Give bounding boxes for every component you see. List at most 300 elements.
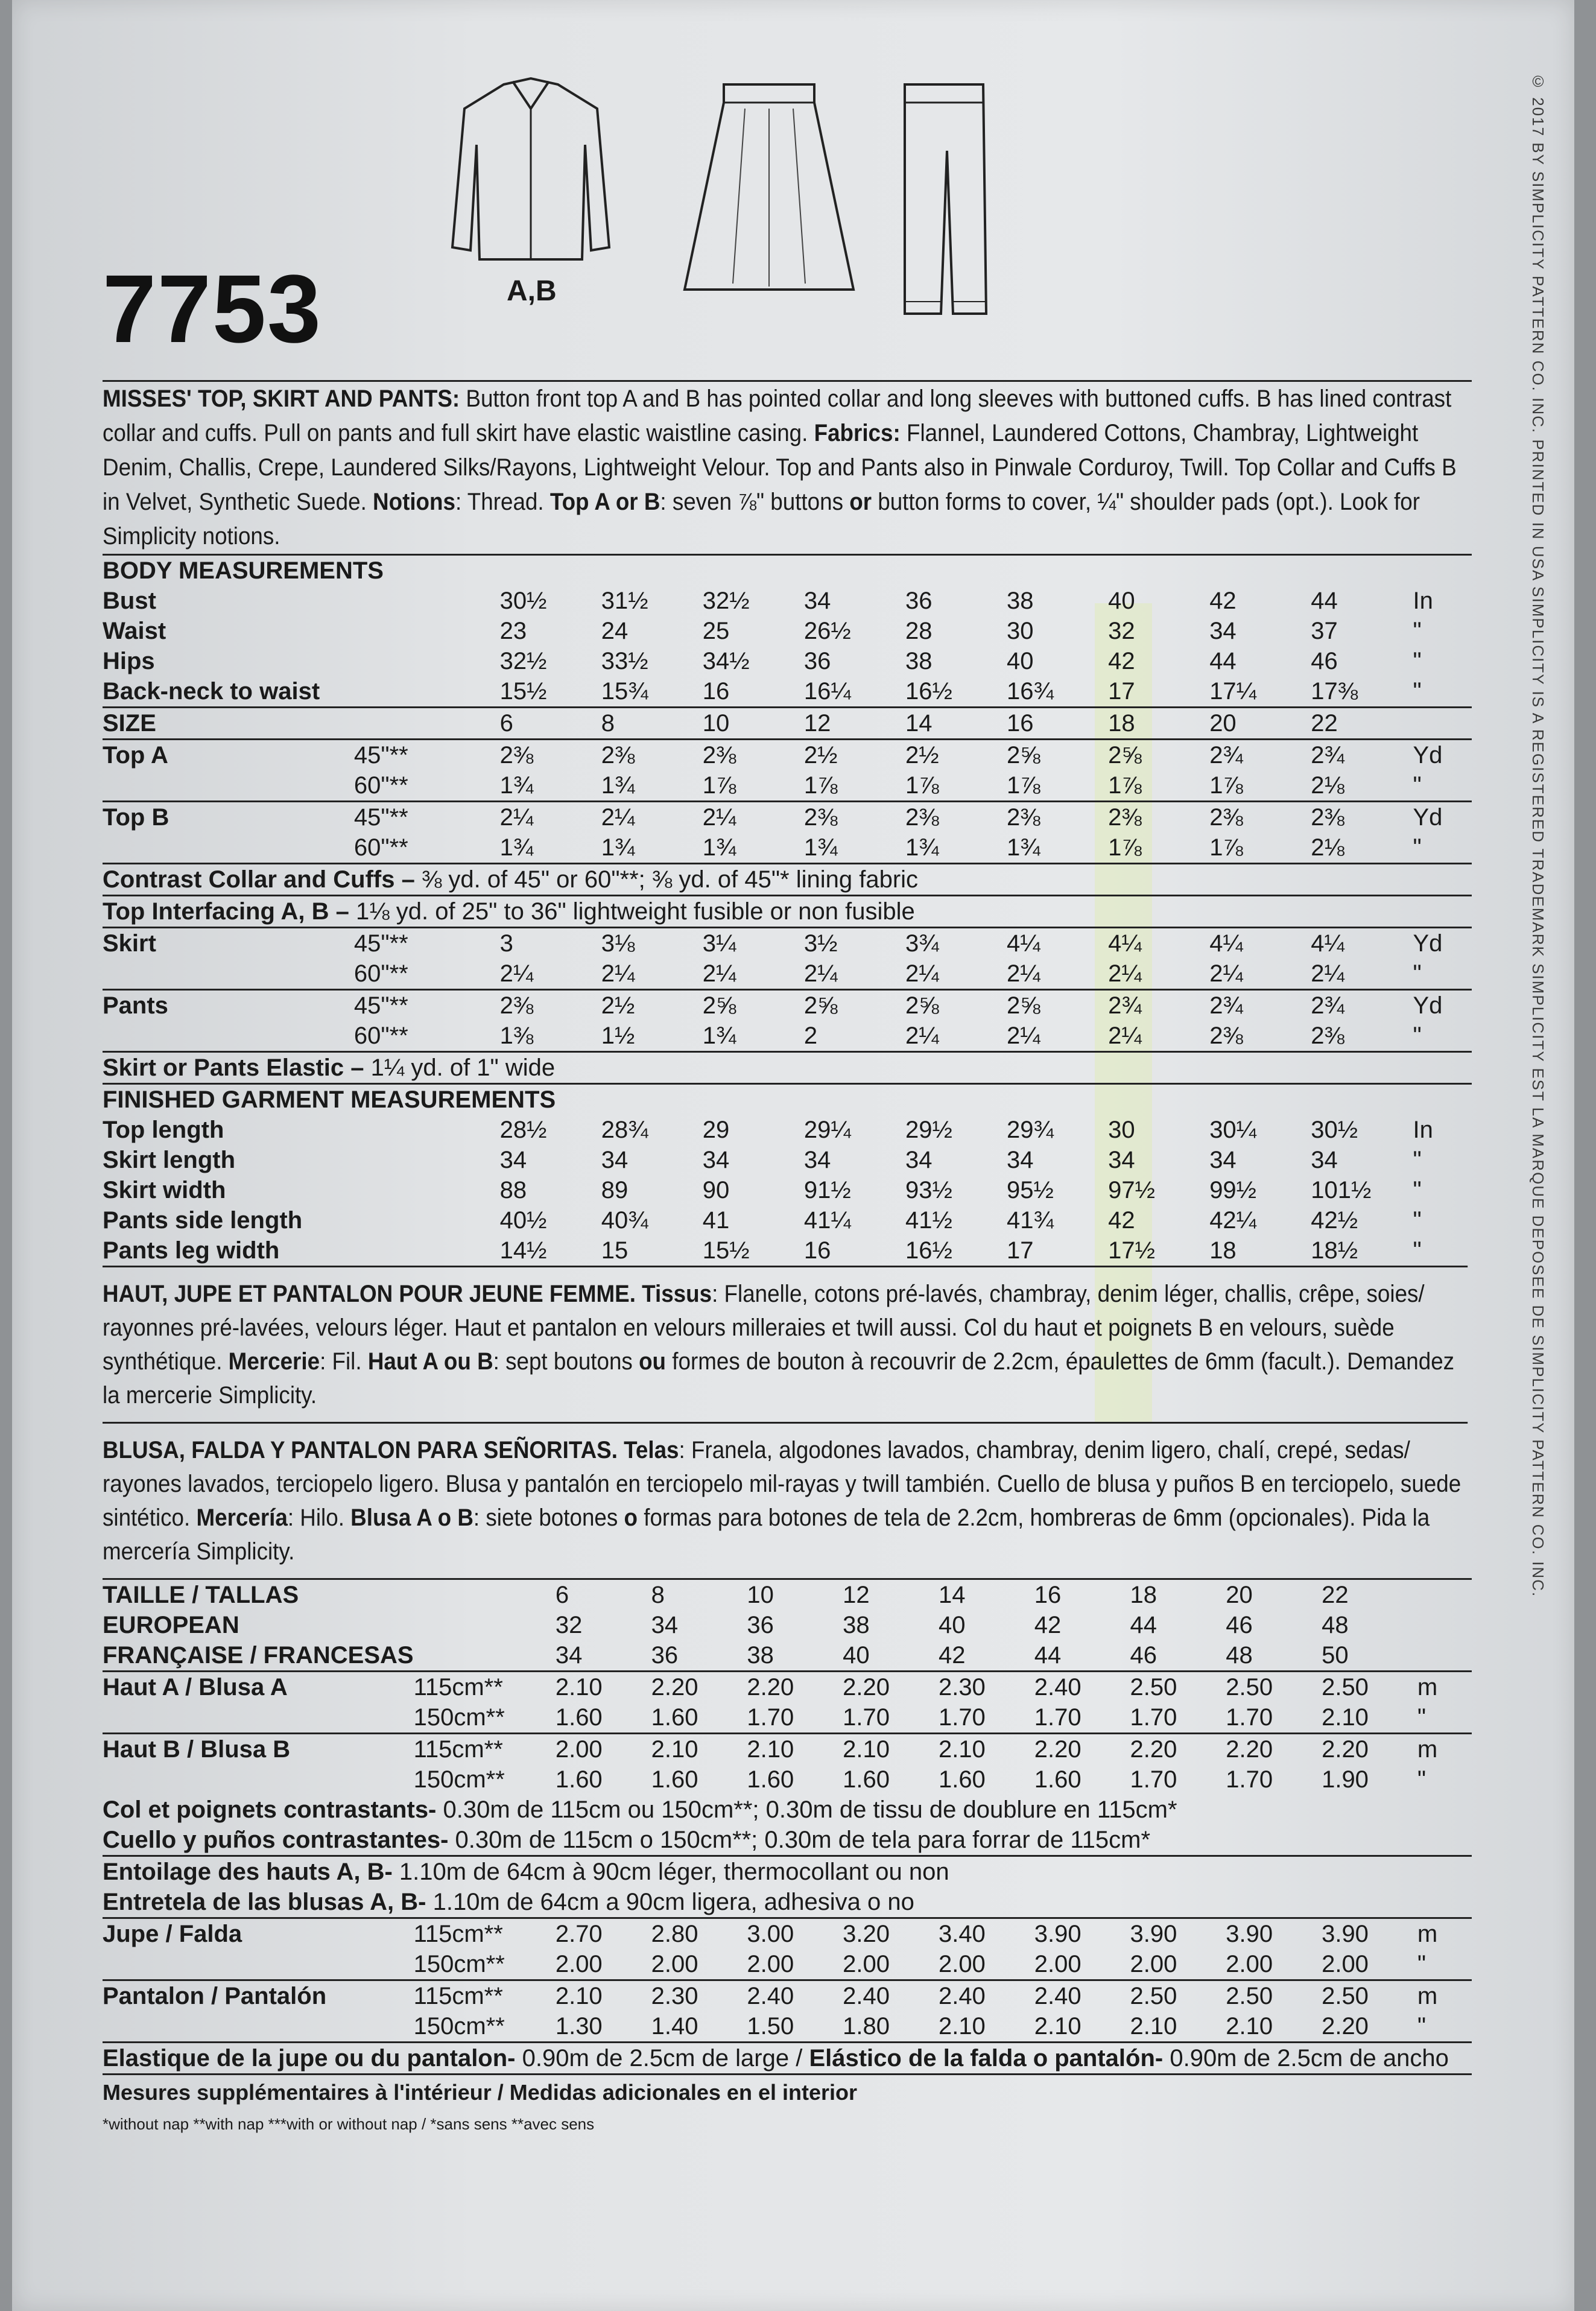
table-cell: 2.00 [938,1951,986,1977]
table-cell: 42 [1209,588,1237,614]
unit-cell: " [1413,618,1422,644]
table-cell: 17¼ [1209,678,1257,705]
unit-cell: m [1417,1983,1438,2009]
unit-cell: Yd [1413,930,1443,957]
table-cell: 2.10 [1034,2013,1081,2040]
table-cell: 46 [1130,1642,1157,1669]
table-cell: 4¼ [1007,930,1040,957]
table-cell: 34½ [702,648,750,674]
table-cell: 2.40 [747,1983,794,2009]
table-cell: 1¾ [499,772,534,799]
table-cell: 40 [1007,648,1034,674]
table-cell: 1⅞ [803,772,838,799]
table-cell: 1.30 [555,2013,603,2040]
table-row [103,1021,1472,1052]
table-cell: 3.90 [1322,1921,1369,1947]
row-sublabel: 115cm** [413,1921,503,1947]
table-cell: 2¾ [1108,992,1142,1019]
interfacing-note-es [103,1887,1472,1918]
table-cell: 16 [702,678,730,705]
side-copyright-text: © 2017 BY SIMPLICITY PATTERN CO. INC. PRINTED IN USA SIMPLICITY IS A REGISTERED TRADEMARK SIMPLICITY EST LA MARQUE DEPOSEE DE SIMPLICITY PATTERN CO. INC. [1529,72,1547,1598]
unit-cell: " [1413,1207,1422,1234]
table-cell: 1.80 [843,2013,890,2040]
table-row [103,1115,1472,1145]
table-cell: 41¾ [1007,1207,1054,1234]
pattern-envelope-back [12,0,1574,2311]
table-row [103,832,1472,864]
table-cell: 14 [905,710,933,737]
table-row [103,676,1472,708]
table-cell: 2.40 [1034,1674,1081,1701]
bold-run: or [849,489,872,515]
elastic-note-en [103,1052,1472,1084]
row-sublabel [414,1579,556,1611]
table-cell: 1¾ [803,834,838,861]
row-sublabel [414,1640,556,1672]
table-cell: 1.50 [747,2013,794,2040]
table-cell: 2.00 [1322,1951,1369,1977]
row-label [103,770,354,802]
table-cell: 8 [651,1582,665,1608]
text-run: : Flanelle, cotons pré-lavés, chambray, denim léger, challis, crêpe, soies/ rayonnes pré-lavées, velours léger. Haut et pantalon en velours milleraies et twill aussi. Col du haut et poignets B en velours, suède synthétique. [103,1281,1425,1375]
table-cell: 2.10 [555,1983,603,2009]
table-cell: 10 [747,1582,774,1608]
table-cell: 2.20 [1034,1736,1081,1763]
table-row [103,770,1472,802]
row-label: SIZE [103,710,156,737]
table-cell: 44 [1209,648,1237,674]
table-cell: 2.40 [843,1983,890,2009]
row-label: EUROPEAN [103,1612,239,1638]
text-run: button forms to cover, ¼" shoulder pads (opt.). Look for Simplicity notions. [103,489,1420,550]
row-label: Jupe / Falda [103,1921,242,1947]
table-cell: 2.00 [1034,1951,1081,1977]
table-cell: 2¼ [1007,960,1040,987]
table-cell: 2⅜ [702,742,736,769]
table-row [103,928,1472,959]
text-run: : Franela, algodones lavados, chambray, denim ligero, chalí, crepé, sedas/ rayones lavados, terciopelo ligero. Blusa y pantalón en terciopelo mil-rayas y twill también. Cuello de blusa y puños B en terciopelo, suede sintético. [103,1437,1461,1531]
table-cell: 34 [1311,1147,1338,1173]
table-cell: 42½ [1311,1207,1358,1234]
table-cell: 40½ [499,1207,547,1234]
table-cell: 2¾ [1311,992,1344,1019]
table-row [103,1610,1472,1640]
row-sublabel: 45"** [353,930,408,957]
row-label: TAILLE / TALLAS [103,1582,299,1608]
row-label: Pants side length [103,1207,303,1234]
table-cell: 40¾ [601,1207,648,1234]
unit-cell [1417,1640,1472,1672]
table-cell: 3¼ [702,930,736,957]
row-sublabel [354,1115,500,1145]
table-cell: 22 [1311,710,1338,737]
table-cell: 18 [1108,710,1135,737]
table-cell: 44 [1311,588,1338,614]
table-row [103,1145,1472,1175]
unit-cell: " [1413,834,1422,861]
table-cell: 2¼ [499,960,534,987]
skirt-sketch-icon [679,72,860,302]
table-cell: 1⅞ [1108,772,1142,799]
bold-run: Mercerie [228,1348,320,1375]
table-cell: 38 [905,648,933,674]
table-cell: 2.20 [843,1674,890,1701]
table-cell: 3.20 [843,1921,890,1947]
table-cell: 2⅝ [1007,742,1040,769]
table-cell: 8 [601,710,615,737]
table-cell: 1½ [601,1022,635,1049]
contrast-note-en [103,864,1472,896]
table-cell: 42¼ [1209,1207,1257,1234]
unit-cell: " [1413,1147,1422,1173]
table-cell: 2.20 [1322,1736,1369,1763]
table-cell: 90 [702,1177,730,1203]
table-cell: 2.40 [1034,1983,1081,2009]
table-cell: 18½ [1311,1237,1358,1264]
table-cell: 2¾ [1209,742,1243,769]
table-cell: 10 [702,710,730,737]
table-cell: 2.30 [651,1983,698,2009]
table-cell: 38 [1007,588,1034,614]
table-cell: 32 [555,1612,583,1638]
table-row [103,1918,1472,1950]
table-cell: 2.10 [651,1736,698,1763]
table-cell: 1⅜ [499,1022,534,1049]
table-cell: 1.70 [1226,1704,1273,1731]
table-cell: 2⅜ [905,804,939,831]
table-cell: 89 [601,1177,629,1203]
row-label: Back-neck to waist [103,678,320,705]
table-cell: 25 [702,618,730,644]
table-cell: 16½ [905,678,952,705]
row-label: Top length [103,1117,224,1143]
table-cell: 2⅜ [1311,804,1344,831]
row-label [103,832,354,864]
table-cell: 16¾ [1007,678,1054,705]
table-cell: 46 [1226,1612,1253,1638]
table-cell: 36 [747,1612,774,1638]
table-row [103,708,1472,740]
table-cell: 26½ [803,618,851,644]
unit-cell: " [1413,772,1422,799]
table-cell: 2⅜ [1209,804,1243,831]
table-row [103,1640,1472,1672]
row-label [103,1021,354,1052]
table-cell: 2⅜ [803,804,838,831]
table-cell: 40 [938,1612,966,1638]
table-cell: 37 [1311,618,1338,644]
elastic-note-en-bold: Skirt or Pants Elastic – [103,1054,364,1081]
table-cell: 30 [1007,618,1034,644]
top-sketch-icon [446,72,615,271]
unit-cell: m [1417,1674,1438,1701]
unit-cell: " [1417,1704,1427,1731]
table-row [103,1175,1472,1205]
row-label [103,1702,414,1734]
table-cell: 4¼ [1311,930,1344,957]
bold-run: ou [639,1348,667,1375]
table-cell: 3.90 [1034,1921,1081,1947]
table-row [103,990,1472,1021]
table-cell: 2.50 [1226,1983,1273,2009]
table-cell: 2.20 [1226,1736,1273,1763]
row-sublabel [354,586,500,616]
table-cell: 1⅞ [1209,772,1243,799]
table-cell: 2.80 [651,1921,698,1947]
table-cell: 1¾ [702,1022,736,1049]
contrast-note-en-bold: Contrast Collar and Cuffs – [103,866,415,893]
table-cell: 2.10 [1226,2013,1273,2040]
table-cell: 2⅜ [499,992,534,1019]
table-cell: 16¼ [803,678,851,705]
bold-run: HAUT, JUPE ET PANTALON POUR JEUNE FEMME. Tissus [103,1281,712,1307]
table-cell: 3 [499,930,513,957]
table-cell: 2¼ [601,960,635,987]
table-cell: 33½ [601,648,648,674]
row-label: Haut A / Blusa A [103,1674,288,1701]
table-cell: 15 [601,1237,629,1264]
table-cell: 3½ [803,930,838,957]
table-cell: 48 [1322,1612,1349,1638]
table-row [103,2011,1472,2043]
table-cell: 2.10 [843,1736,890,1763]
table-cell: 2.00 [1130,1951,1177,1977]
table-cell: 2⅛ [1311,772,1344,799]
finished-measurements-title [103,1084,1472,1115]
elastic-fr-text: 0.90m de 2.5cm de large / [515,2045,809,2072]
table-cell: 2.00 [555,1951,603,1977]
text-run: : Fil. [320,1348,368,1375]
table-cell: 1⅞ [905,772,939,799]
table-cell: 41¼ [803,1207,851,1234]
text-run: : siete botones [473,1504,624,1531]
bold-run: Mercería [196,1504,288,1531]
table-cell: 2 [803,1022,818,1049]
table-cell: 101½ [1311,1177,1372,1203]
unit-cell: Yd [1413,742,1443,769]
row-label: Skirt width [103,1177,226,1203]
interfacing-note-fr-cell [103,1856,1472,1888]
row-label: Haut B / Blusa B [103,1736,291,1763]
interfacing-note-en [103,896,1472,928]
description-french [103,1266,1468,1422]
table-cell: 2.10 [555,1674,603,1701]
table-cell: 34 [1209,618,1237,644]
contrast-note-fr-cell [103,1795,1472,1825]
table-cell: 2.00 [747,1951,794,1977]
table-cell: 2⅝ [1007,992,1040,1019]
elastic-fr-bold: Elastique de la jupe ou du pantalon- [103,2045,516,2072]
row-sublabel [354,1205,500,1235]
bold-run: Notions [373,489,455,515]
table-cell: 2¾ [1209,992,1243,1019]
table-row [103,802,1472,833]
measurement-table-imperial [103,554,1472,1266]
unit-cell: In [1413,1117,1433,1143]
table-cell: 30¼ [1209,1117,1257,1143]
measurement-table-metric [103,1578,1472,2073]
interfacing-note-es-cell [103,1887,1472,1918]
table-cell: 2⅝ [905,992,939,1019]
table-cell: 34 [1108,1147,1135,1173]
table-cell: 34 [702,1147,730,1173]
row-sublabel: 115cm** [413,1674,503,1701]
row-label: Skirt [103,930,156,957]
row-sublabel [354,1145,500,1175]
table-cell: 36 [651,1642,679,1669]
table-cell: 20 [1209,710,1237,737]
table-row [103,1734,1472,1765]
elastic-es-bold: Elástico de la falda o pantalón- [809,2045,1164,2072]
unit-cell: " [1413,960,1422,987]
table-cell: 36 [905,588,933,614]
table-row [103,1579,1472,1611]
table-cell: 2.00 [843,1951,890,1977]
table-cell: 41½ [905,1207,952,1234]
table-cell: 1.70 [1034,1704,1081,1731]
table-cell: 17 [1007,1237,1034,1264]
unit-cell: " [1413,1237,1422,1264]
row-sublabel [354,676,500,708]
interfacing-note-es-bold: Entretela de las blusas A, B- [103,1889,426,1915]
table-row [103,740,1472,771]
row-label [103,1949,414,1980]
table-cell: 2⅝ [1108,742,1142,769]
table-cell: 2.20 [1322,2013,1369,2040]
row-sublabel [354,616,500,646]
footer-nap-note: *without nap **with nap ***with or without nap / *sans sens **avec sens [103,2115,595,2133]
text-run: : Hilo. [287,1504,351,1531]
bold-run: BLUSA, FALDA Y PANTALON PARA SEÑORITAS. Telas [103,1437,679,1463]
table-cell: 2¼ [1311,960,1344,987]
table-cell: 40 [1108,588,1135,614]
row-sublabel: 115cm** [413,1736,503,1763]
table-cell: 2⅜ [1209,1022,1243,1049]
table-cell: 30 [1108,1117,1135,1143]
table-cell: 38 [843,1612,870,1638]
table-cell: 2¼ [702,960,736,987]
table-cell: 6 [555,1582,569,1608]
unit-cell: Yd [1413,992,1443,1019]
table-cell: 50 [1322,1642,1349,1669]
table-cell: 2¼ [702,804,736,831]
table-cell: 42 [1034,1612,1062,1638]
table-cell: 1⅞ [1108,834,1142,861]
bold-run: Blusa A o B [350,1504,473,1531]
table-cell: 95½ [1007,1177,1054,1203]
table-cell: 1.60 [555,1704,603,1731]
table-cell: 16½ [905,1237,952,1264]
table-cell: 24 [601,618,629,644]
table-row [103,586,1472,616]
interfacing-note-fr-bold: Entoilage des hauts A, B- [103,1859,393,1885]
table-row [103,959,1472,990]
table-cell: 28 [905,618,933,644]
row-label: Pants [103,992,168,1019]
table-row [103,1949,1472,1980]
table-cell: 15½ [702,1237,750,1264]
table-cell: 29½ [905,1117,952,1143]
row-sublabel [354,1235,500,1266]
unit-cell [1417,1610,1472,1640]
table-cell: 17½ [1108,1237,1155,1264]
row-sublabel: 60"** [353,772,408,799]
unit-cell: " [1413,648,1422,674]
table-row [103,646,1472,676]
text-run: formes de bouton à recouvrir de 2.2cm, épaulettes de 6mm (facult.). Demandez la mercerie Simplicity. [103,1348,1455,1409]
contrast-note-en-cell [103,864,1472,896]
table-cell: 29 [702,1117,730,1143]
unit-cell: " [1417,2013,1427,2040]
table-cell: 34 [499,1147,527,1173]
table-cell: 2.50 [1322,1983,1369,2009]
table-cell: 2¼ [1007,1022,1040,1049]
table-cell: 30½ [499,588,547,614]
table-cell: 15½ [499,678,547,705]
table-cell: 2½ [803,742,838,769]
interfacing-note-en-bold: Top Interfacing A, B – [103,898,349,925]
pattern-number: 7753 [103,255,322,363]
table-cell: 17 [1108,678,1135,705]
table-cell: 1.60 [651,1766,698,1793]
table-cell: 1.40 [651,2013,698,2040]
interfacing-note-es-text: 1.10m de 64cm a 90cm ligera, adhesiva o no [426,1889,914,1915]
table-cell: 28½ [499,1117,547,1143]
table-cell: 2.50 [1226,1674,1273,1701]
footer-measurements-note: Mesures supplémentaires à l'intérieur / Medidas adicionales en el interior [103,2073,1472,2110]
table-cell: 2⅜ [1311,1022,1344,1049]
row-sublabel: 150cm** [413,2013,505,2040]
unit-cell: m [1417,1736,1438,1763]
table-cell: 3.00 [747,1921,794,1947]
table-cell: 99½ [1209,1177,1257,1203]
table-cell: 16 [803,1237,831,1264]
row-sublabel [414,1610,556,1640]
table-cell: 29¼ [803,1117,851,1143]
table-cell: 22 [1322,1582,1349,1608]
table-cell: 32½ [499,648,547,674]
table-cell: 1.60 [747,1766,794,1793]
table-cell: 42 [1108,648,1135,674]
contrast-note-es [103,1825,1472,1856]
table-cell: 14½ [499,1237,547,1264]
table-cell: 1.70 [843,1704,890,1731]
table-cell: 2¼ [803,960,838,987]
table-cell: 2¼ [499,804,534,831]
body-measurements-title-text: BODY MEASUREMENTS [103,557,384,584]
table-cell: 1¾ [1007,834,1040,861]
row-label: Waist [103,618,166,644]
elastic-note-cell [103,2043,1472,2074]
table-cell: 2¼ [1108,1022,1142,1049]
text-run: Flannel, Laundered Cottons, Chambray, Lightweight Denim, Challis, Crepe, Laundered Silks/Rayons, Lightweight Velour. Top and Pants also in Pinwale Corduroy, Twill. Top Collar and Cuffs B in Velvet, Synthetic Suede. [103,420,1457,515]
row-sublabel [354,1175,500,1205]
row-label: Bust [103,588,156,614]
interfacing-note-fr [103,1856,1472,1888]
table-cell: 34 [803,588,831,614]
table-cell: 46 [1311,648,1338,674]
description-english [103,382,1468,554]
table-cell: 1¾ [905,834,939,861]
row-label: Pantalon / Pantalón [103,1983,327,2009]
table-cell: 2.50 [1130,1983,1177,2009]
row-label: Hips [103,648,155,674]
table-cell: 1.60 [1034,1766,1081,1793]
text-run: Button front top A and B has pointed collar and long sleeves with buttoned cuffs. B has lined contrast collar and cuffs. Pull on pants and full skirt have elastic waistline casing. [103,385,1452,446]
bold-run: MISSES' TOP, SKIRT AND PANTS: [103,385,460,412]
contrast-note-en-text: ⅜ yd. of 45" or 60"**; ⅜ yd. of 45"* lining fabric [414,866,919,893]
table-cell: 23 [499,618,527,644]
